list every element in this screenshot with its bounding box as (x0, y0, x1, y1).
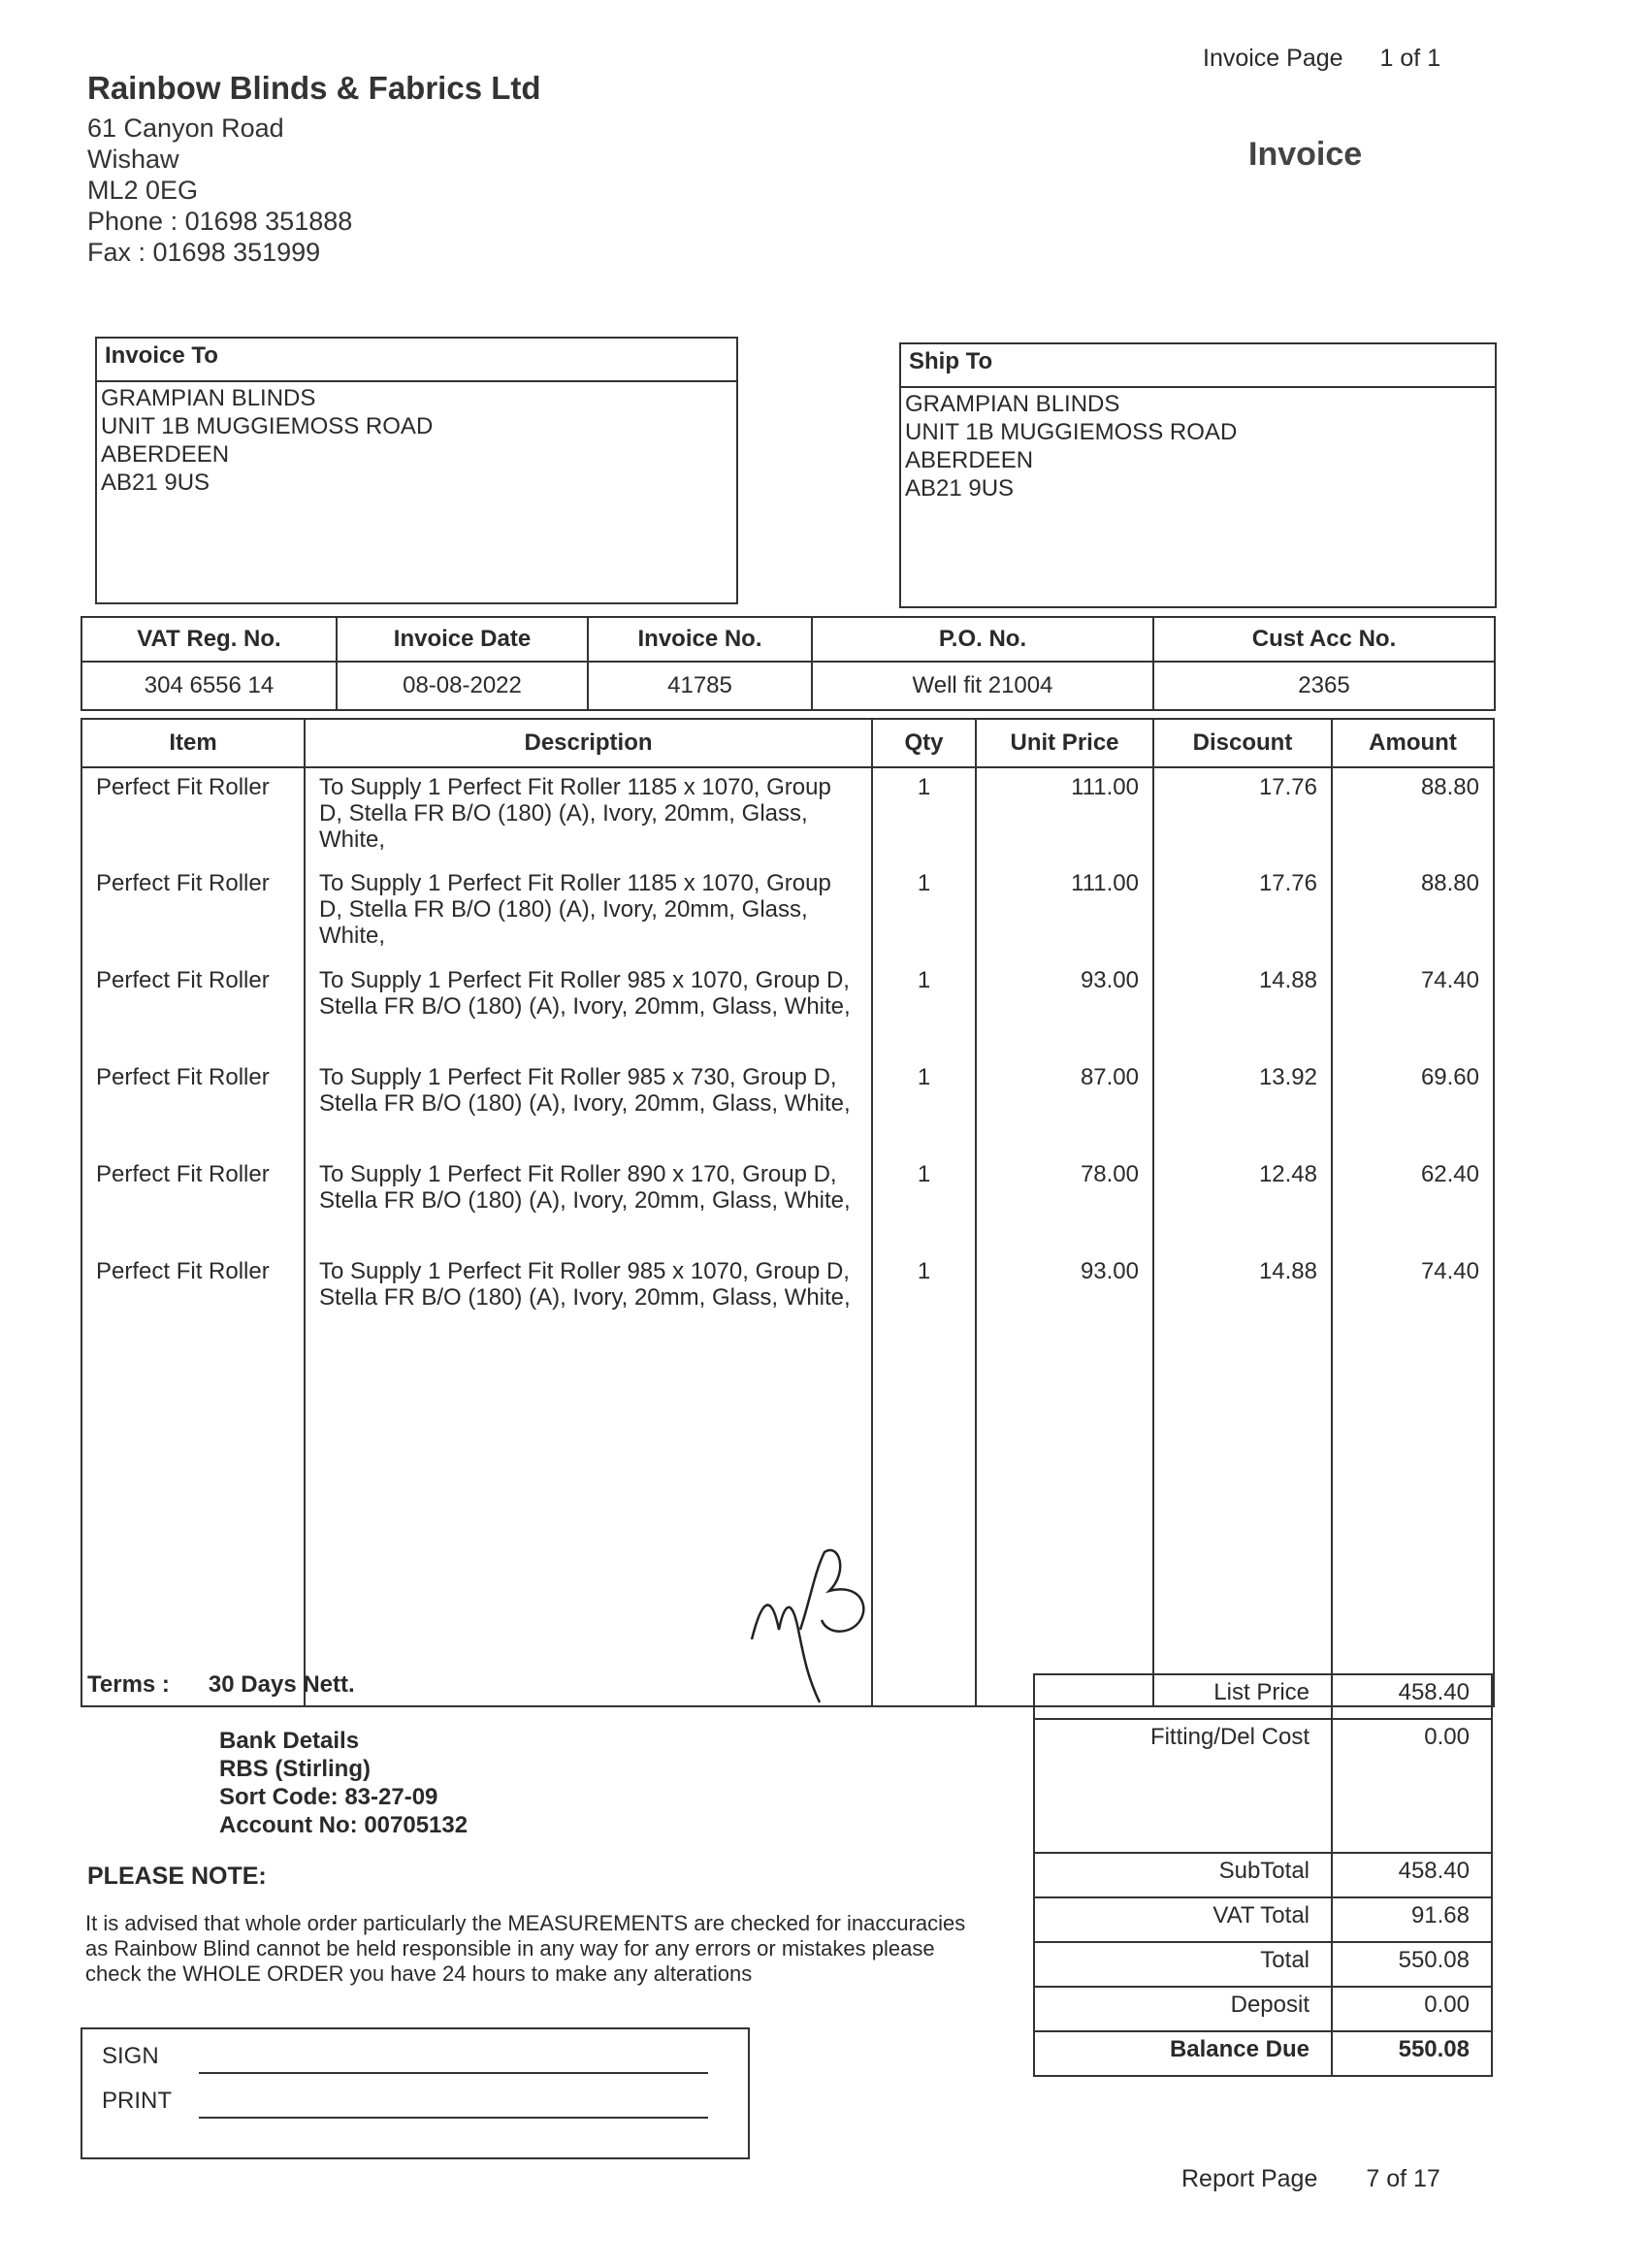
note-heading: PLEASE NOTE: (87, 1863, 267, 1890)
terms-value: 30 Days Nett. (208, 1671, 355, 1698)
sign-line[interactable] (199, 2072, 708, 2074)
sort-code: Sort Code: 83-27-09 (219, 1784, 438, 1810)
item-header: Item (81, 719, 305, 767)
bank-line: RBS (Stirling) (219, 1756, 371, 1782)
address-line: Wishaw (87, 145, 179, 174)
qty-cell: 1 (872, 864, 976, 961)
totals-row (1034, 1897, 1492, 1942)
print-line[interactable] (199, 2117, 708, 2119)
description-cell: To Supply 1 Perfect Fit Roller 890 x 170, Group D, Stella FR B/O (180) (A), Ivory, 20mm, Glass, White, (305, 1155, 872, 1252)
invoice-to-line: UNIT 1B MUGGIEMOSS ROAD (101, 413, 434, 439)
item-cell: Perfect Fit Roller (81, 961, 305, 1058)
company-address (87, 113, 352, 268)
terms-label: Terms : (87, 1671, 170, 1698)
unit-price-cell: 87.00 (976, 1058, 1153, 1155)
terms (87, 1670, 355, 1699)
qty-cell: 1 (872, 767, 976, 864)
discount-cell: 14.88 (1153, 1252, 1332, 1349)
ship-to-line: AB21 9US (905, 475, 1015, 502)
report-page-label: Report Page (1181, 2165, 1318, 2192)
empty-cell (976, 1349, 1153, 1706)
table-row (81, 767, 1494, 864)
amount-cell: 74.40 (1332, 961, 1494, 1058)
cust-acc-header: Cust Acc No. (1153, 617, 1495, 662)
totals-row (1034, 1853, 1492, 1897)
item-cell: Perfect Fit Roller (81, 767, 305, 864)
sign-box (81, 2027, 750, 2159)
qty-cell: 1 (872, 1252, 976, 1349)
table-row (81, 864, 1494, 961)
ship-to-label: Ship To (901, 344, 1495, 388)
totals-value: 458.40 (1332, 1853, 1492, 1897)
totals-row (1034, 1942, 1492, 1987)
empty-cell (1332, 1349, 1494, 1706)
invoice-date-value: 08-08-2022 (337, 662, 588, 710)
totals-label: Fitting/Del Cost (1034, 1719, 1332, 1853)
ship-to-line: UNIT 1B MUGGIEMOSS ROAD (905, 419, 1238, 445)
amount-cell: 88.80 (1332, 864, 1494, 961)
totals-label: Deposit (1034, 1987, 1332, 2031)
print-label: PRINT (102, 2088, 172, 2114)
totals-label: Balance Due (1034, 2031, 1332, 2076)
phone: Phone : 01698 351888 (87, 207, 353, 236)
invoice-to-line: ABERDEEN (101, 441, 230, 468)
totals-row (1034, 1987, 1492, 2031)
description-cell: To Supply 1 Perfect Fit Roller 1185 x 1070, Group D, Stella FR B/O (180) (A), Ivory, 20mm, Glass, White, (305, 864, 872, 961)
amount-cell: 74.40 (1332, 1252, 1494, 1349)
item-cell: Perfect Fit Roller (81, 1155, 305, 1252)
ship-to-line: GRAMPIAN BLINDS (905, 391, 1120, 417)
document-title: Invoice (1248, 136, 1363, 173)
cust-acc-value: 2365 (1153, 662, 1495, 710)
invoice-page-label: Invoice Page (1203, 45, 1343, 72)
description-cell: To Supply 1 Perfect Fit Roller 985 x 1070, Group D, Stella FR B/O (180) (A), Ivory, 20mm, Glass, White, (305, 961, 872, 1058)
table-row (81, 1155, 1494, 1252)
totals-label: VAT Total (1034, 1897, 1332, 1942)
unit-price-cell: 111.00 (976, 864, 1153, 961)
amount-cell: 62.40 (1332, 1155, 1494, 1252)
discount-cell: 14.88 (1153, 961, 1332, 1058)
totals-label: List Price (1034, 1674, 1332, 1719)
totals-value: 550.08 (1332, 2031, 1492, 2076)
table-row (81, 1252, 1494, 1349)
note-text: It is advised that whole order particularly the MEASUREMENTS are checked for inaccuracies as Rainbow Blind cannot be held responsible in any way for any errors or mistakes please check the WHOLE ORDER you have 24 hours to make any alterations (85, 1911, 966, 1986)
vat-reg-header: VAT Reg. No. (81, 617, 337, 662)
invoice-no-header: Invoice No. (588, 617, 812, 662)
ship-to-box (899, 342, 1497, 608)
totals-row (1034, 2031, 1492, 2076)
po-no-header: P.O. No. (812, 617, 1153, 662)
qty-cell: 1 (872, 1155, 976, 1252)
invoice-page (1203, 45, 1440, 73)
description-cell: To Supply 1 Perfect Fit Roller 1185 x 1070, Group D, Stella FR B/O (180) (A), Ivory, 20mm, Glass, White, (305, 767, 872, 864)
empty-cell (81, 1349, 305, 1706)
unit-price-header: Unit Price (976, 719, 1153, 767)
totals-value: 91.68 (1332, 1897, 1492, 1942)
ship-to-line: ABERDEEN (905, 447, 1034, 473)
item-cell: Perfect Fit Roller (81, 1252, 305, 1349)
table-row (81, 961, 1494, 1058)
totals-value: 0.00 (1332, 1719, 1492, 1853)
discount-cell: 12.48 (1153, 1155, 1332, 1252)
empty-cell (1153, 1349, 1332, 1706)
discount-cell: 13.92 (1153, 1058, 1332, 1155)
invoice-to-line: AB21 9US (101, 470, 210, 496)
totals-value: 458.40 (1332, 1674, 1492, 1719)
qty-cell: 1 (872, 961, 976, 1058)
table-row (81, 1058, 1494, 1155)
amount-header: Amount (1332, 719, 1494, 767)
invoice-to-box (95, 337, 738, 604)
totals-label: SubTotal (1034, 1853, 1332, 1897)
invoice-to-line: GRAMPIAN BLINDS (101, 385, 316, 411)
invoice-no-value: 41785 (588, 662, 812, 710)
totals-label: Total (1034, 1942, 1332, 1987)
discount-header: Discount (1153, 719, 1332, 767)
invoice-to-label: Invoice To (97, 339, 736, 382)
qty-cell: 1 (872, 1058, 976, 1155)
unit-price-cell: 111.00 (976, 767, 1153, 864)
totals-row (1034, 1674, 1492, 1719)
sign-label: SIGN (102, 2043, 159, 2069)
unit-price-cell: 78.00 (976, 1155, 1153, 1252)
address-line: ML2 0EG (87, 176, 199, 205)
report-page-value: 7 of 17 (1366, 2165, 1440, 2192)
totals-row (1034, 1719, 1492, 1853)
discount-cell: 17.76 (1153, 864, 1332, 961)
vat-reg-value: 304 6556 14 (81, 662, 337, 710)
bank-details (219, 1727, 468, 1839)
amount-cell: 69.60 (1332, 1058, 1494, 1155)
po-no-value: Well fit 21004 (812, 662, 1153, 710)
unit-price-cell: 93.00 (976, 1252, 1153, 1349)
description-header: Description (305, 719, 872, 767)
amount-cell: 88.80 (1332, 767, 1494, 864)
company-name: Rainbow Blinds & Fabrics Ltd (87, 70, 541, 106)
discount-cell: 17.76 (1153, 767, 1332, 864)
bank-line: Bank Details (219, 1728, 360, 1754)
fax: Fax : 01698 351999 (87, 238, 321, 267)
address-line: 61 Canyon Road (87, 113, 284, 143)
totals-value: 550.08 (1332, 1942, 1492, 1987)
description-cell: To Supply 1 Perfect Fit Roller 985 x 1070, Group D, Stella FR B/O (180) (A), Ivory, 20mm, Glass, White, (305, 1252, 872, 1349)
totals-table (1033, 1673, 1493, 2077)
invoice-date-header: Invoice Date (337, 617, 588, 662)
report-page (1181, 2165, 1440, 2193)
item-cell: Perfect Fit Roller (81, 1058, 305, 1155)
handwritten-signature (732, 1533, 926, 1727)
description-cell: To Supply 1 Perfect Fit Roller 985 x 730, Group D, Stella FR B/O (180) (A), Ivory, 20mm, Glass, White, (305, 1058, 872, 1155)
invoice-page-value: 1 of 1 (1379, 45, 1441, 72)
unit-price-cell: 93.00 (976, 961, 1153, 1058)
item-cell: Perfect Fit Roller (81, 864, 305, 961)
qty-header: Qty (872, 719, 976, 767)
account-no: Account No: 00705132 (219, 1812, 469, 1838)
invoice-meta-table (81, 616, 1496, 711)
totals-value: 0.00 (1332, 1987, 1492, 2031)
